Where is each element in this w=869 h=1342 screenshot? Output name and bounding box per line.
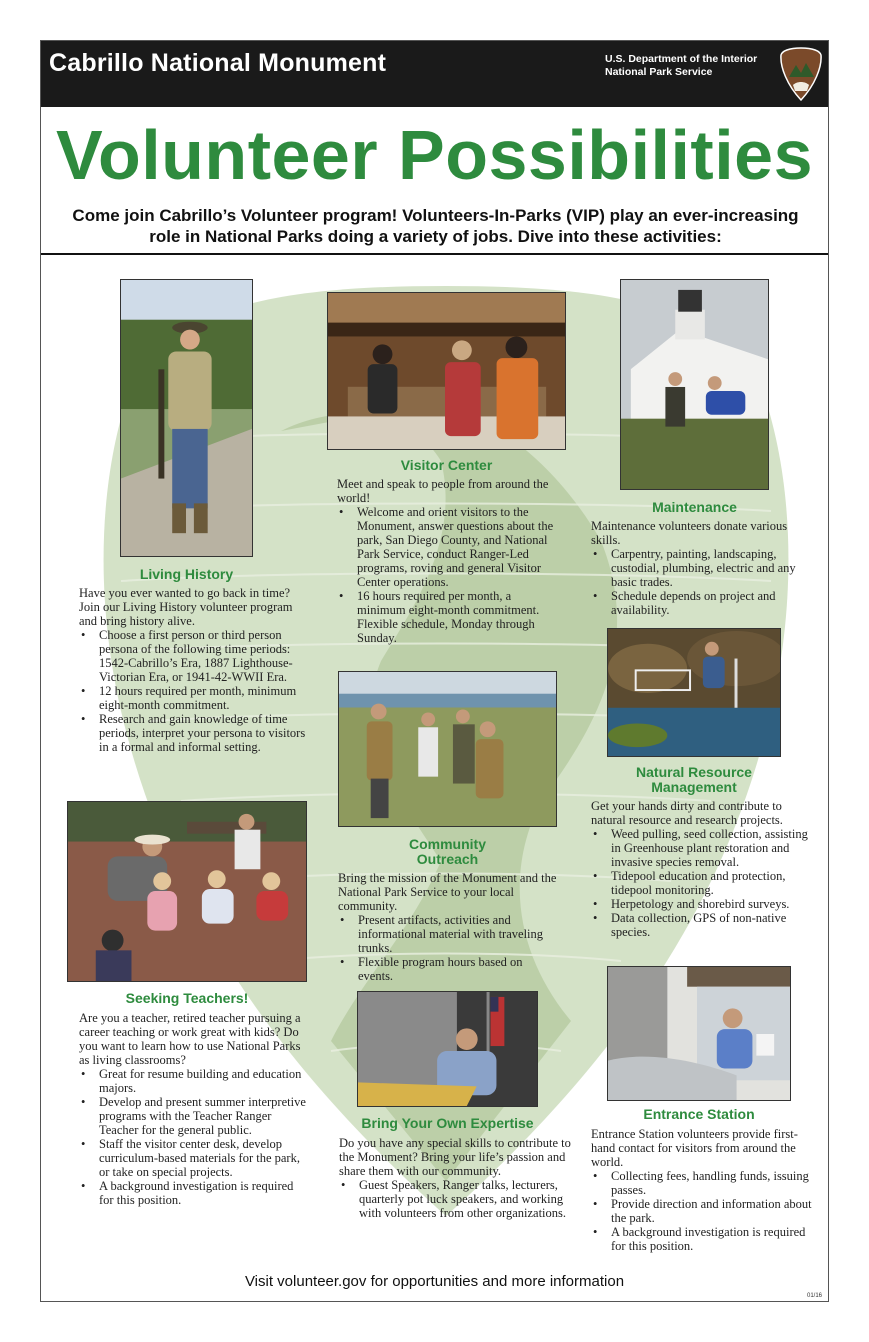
entrance-station-heading: Entrance Station [643, 1106, 755, 1122]
list-item: • Guest Speakers, Ranger talks, lecturers, quarterly pot luck speakers, and working with volunteers from other organizations. [339, 1178, 575, 1220]
list-item: • Provide direction and information about the park. [591, 1197, 817, 1225]
list-item: • Carpentry, painting, landscaping, custodial, plumbing, electric and any basic trades. [591, 547, 813, 589]
list-item: • Research and gain knowledge of time periods, interpret your persona to visitors in a formal and informal setting. [79, 712, 311, 754]
expertise-photo [357, 991, 538, 1107]
seeking-teachers-intro: Are you a teacher, retired teacher pursuing a career teaching or work great with kids? Do you want to learn how to use National Parks as living classrooms? [79, 1011, 301, 1067]
seeking-teachers-text [79, 1011, 311, 1207]
community-outreach-intro: Bring the mission of the Monument and the National Park Service to your local community. [338, 871, 557, 913]
list-item: • Flexible program hours based on events. [338, 955, 560, 983]
list-item: • A background investigation is required for this position. [79, 1179, 311, 1207]
header-bar [41, 41, 828, 107]
list-item: • Data collection, GPS of non-native species. [591, 911, 817, 939]
community-outreach-heading-line-2: Outreach [416, 851, 479, 867]
natural-resource-heading-line-2: Management [651, 779, 737, 795]
agency-line-1: U.S. Department of the Interior [605, 53, 758, 65]
intro-line-2: role in National Parks doing a variety of jobs. Dive into these activities: [149, 227, 722, 246]
list-item: • Collecting fees, handling funds, issuing passes. [591, 1169, 817, 1197]
visitor-center-heading: Visitor Center [400, 457, 493, 473]
natural-resource-heading-line-1: Natural Resource [636, 764, 752, 780]
list-item: • Present artifacts, activities and informational material with traveling trunks. [338, 913, 560, 955]
intro-line-1: Come join Cabrillo’s Volunteer program! Volunteers-In-Parks (VIP) play an ever-increasing [72, 206, 799, 225]
living-history-intro: Have you ever wanted to go back in time? Join our Living History volunteer program and bring history alive. [79, 586, 293, 628]
living-history-photo [120, 279, 253, 557]
list-item: • Herpetology and shorebird surveys. [591, 897, 817, 911]
expertise-intro: Do you have any special skills to contribute to the Monument? Bring your life’s passion and share them with our community. [339, 1136, 571, 1178]
list-item: • Choose a first person or third person persona of the following time periods: 1542-Cabrillo’s Era, 1887 Lighthouse-Victorian Era, or 1941-42-WWII Era. [79, 628, 311, 684]
community-outreach-heading-line-1: Community [409, 836, 486, 852]
agency-line-2: National Park Service [605, 66, 713, 78]
natural-resource-photo [607, 628, 781, 757]
entrance-station-intro: Entrance Station volunteers provide first-hand contact for visitors from around the world. [591, 1127, 798, 1169]
park-name: Cabrillo National Monument [49, 49, 387, 77]
entrance-station-photo [607, 966, 791, 1101]
page-title: Volunteer Possibilities [55, 116, 814, 194]
visitor-center-photo [327, 292, 566, 450]
list-item: • Staff the visitor center desk, develop curriculum-based materials for the park, or take on special projects. [79, 1137, 311, 1179]
list-item: • Develop and present summer interpretive programs with the Teacher Ranger Teacher for the general public. [79, 1095, 311, 1137]
maintenance-text [591, 519, 813, 617]
visitor-center-text [337, 477, 559, 645]
living-history-heading: Living History [139, 566, 234, 582]
print-code: 01/16 [806, 1293, 822, 1299]
maintenance-intro: Maintenance volunteers donate various skills. [591, 519, 788, 547]
expertise-heading: Bring Your Own Expertise [361, 1115, 534, 1131]
list-item: • Schedule depends on project and availability. [591, 589, 813, 617]
entrance-station-text [591, 1127, 817, 1253]
list-item: • Welcome and orient visitors to the Monument, answer questions about the park, San Diego County, and National Park Service, conduct Ranger-Led programs, roving and general Visitor Center operations. [337, 505, 559, 589]
list-item: • Great for resume building and education majors. [79, 1067, 311, 1095]
seeking-teachers-heading: Seeking Teachers! [125, 990, 249, 1006]
list-item: • Weed pulling, seed collection, assisting in Greenhouse plant restoration and invasive species removal. [591, 827, 817, 869]
community-outreach-photo [338, 671, 557, 827]
intro-text [51, 205, 820, 247]
expertise-text [339, 1136, 575, 1220]
nps-arrowhead-logo-icon [779, 47, 823, 101]
list-item: • 12 hours required per month, minimum eight-month commitment. [79, 684, 311, 712]
maintenance-heading: Maintenance [652, 499, 737, 515]
list-item: • Tidepool education and protection, tidepool monitoring. [591, 869, 817, 897]
natural-resource-text [591, 799, 817, 939]
list-item: • 16 hours required per month, a minimum eight-month commitment. Flexible schedule, Monday through Sunday. [337, 589, 559, 645]
maintenance-photo [620, 279, 769, 490]
agency-name [605, 53, 757, 79]
visitor-center-intro: Meet and speak to people from around the world! [337, 477, 549, 505]
divider [41, 253, 828, 255]
footer-text: Visit volunteer.gov for opportunities and more information [244, 1273, 625, 1290]
poster [40, 40, 829, 1302]
community-outreach-text [338, 871, 560, 983]
community-outreach-heading [338, 837, 557, 867]
natural-resource-intro: Get your hands dirty and contribute to natural resource and research projects. [591, 799, 783, 827]
list-item: • A background investigation is required for this position. [591, 1225, 817, 1253]
seeking-teachers-photo [67, 801, 307, 982]
living-history-text [79, 586, 311, 754]
natural-resource-heading [607, 765, 781, 795]
